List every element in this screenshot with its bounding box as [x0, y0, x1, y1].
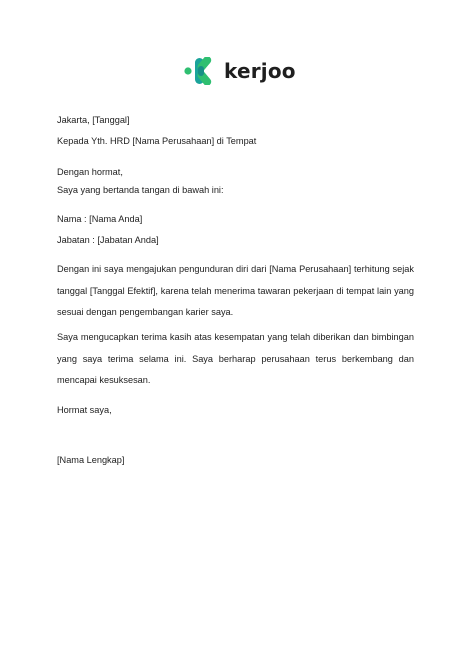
kerjoo-k-icon [184, 57, 218, 85]
name-line: Nama : [Nama Anda] [57, 214, 143, 224]
kerjoo-wordmark: kerjoo [224, 59, 296, 83]
signature-name: [Nama Lengkap] [57, 455, 125, 465]
place-date: Jakarta, [Tanggal] [57, 115, 130, 125]
kerjoo-logo [184, 57, 296, 85]
position-line: Jabatan : [Jabatan Anda] [57, 235, 159, 245]
intro-line: Saya yang bertanda tangan di bawah ini: [57, 185, 224, 195]
body-paragraph-2: Saya mengucapkan terima kasih atas kesempatan yang telah diberikan dan bimbingan yang saya terima selama ini. Saya berharap perusahaan terus berkembang dan mencapai kesuksesan. [57, 332, 414, 385]
greeting: Dengan hormat, [57, 167, 123, 177]
closing: Hormat saya, [57, 405, 112, 415]
body-paragraph-1: Dengan ini saya mengajukan pengunduran diri dari [Nama Perusahaan] terhitung sejak tanggal [Tanggal Efektif], karena telah menerima tawaran pekerjaan di tempat lain yang sesuai dengan pengembangan karier saya. [57, 264, 414, 317]
recipient-line: Kepada Yth. HRD [Nama Perusahaan] di Tempat [57, 136, 257, 146]
